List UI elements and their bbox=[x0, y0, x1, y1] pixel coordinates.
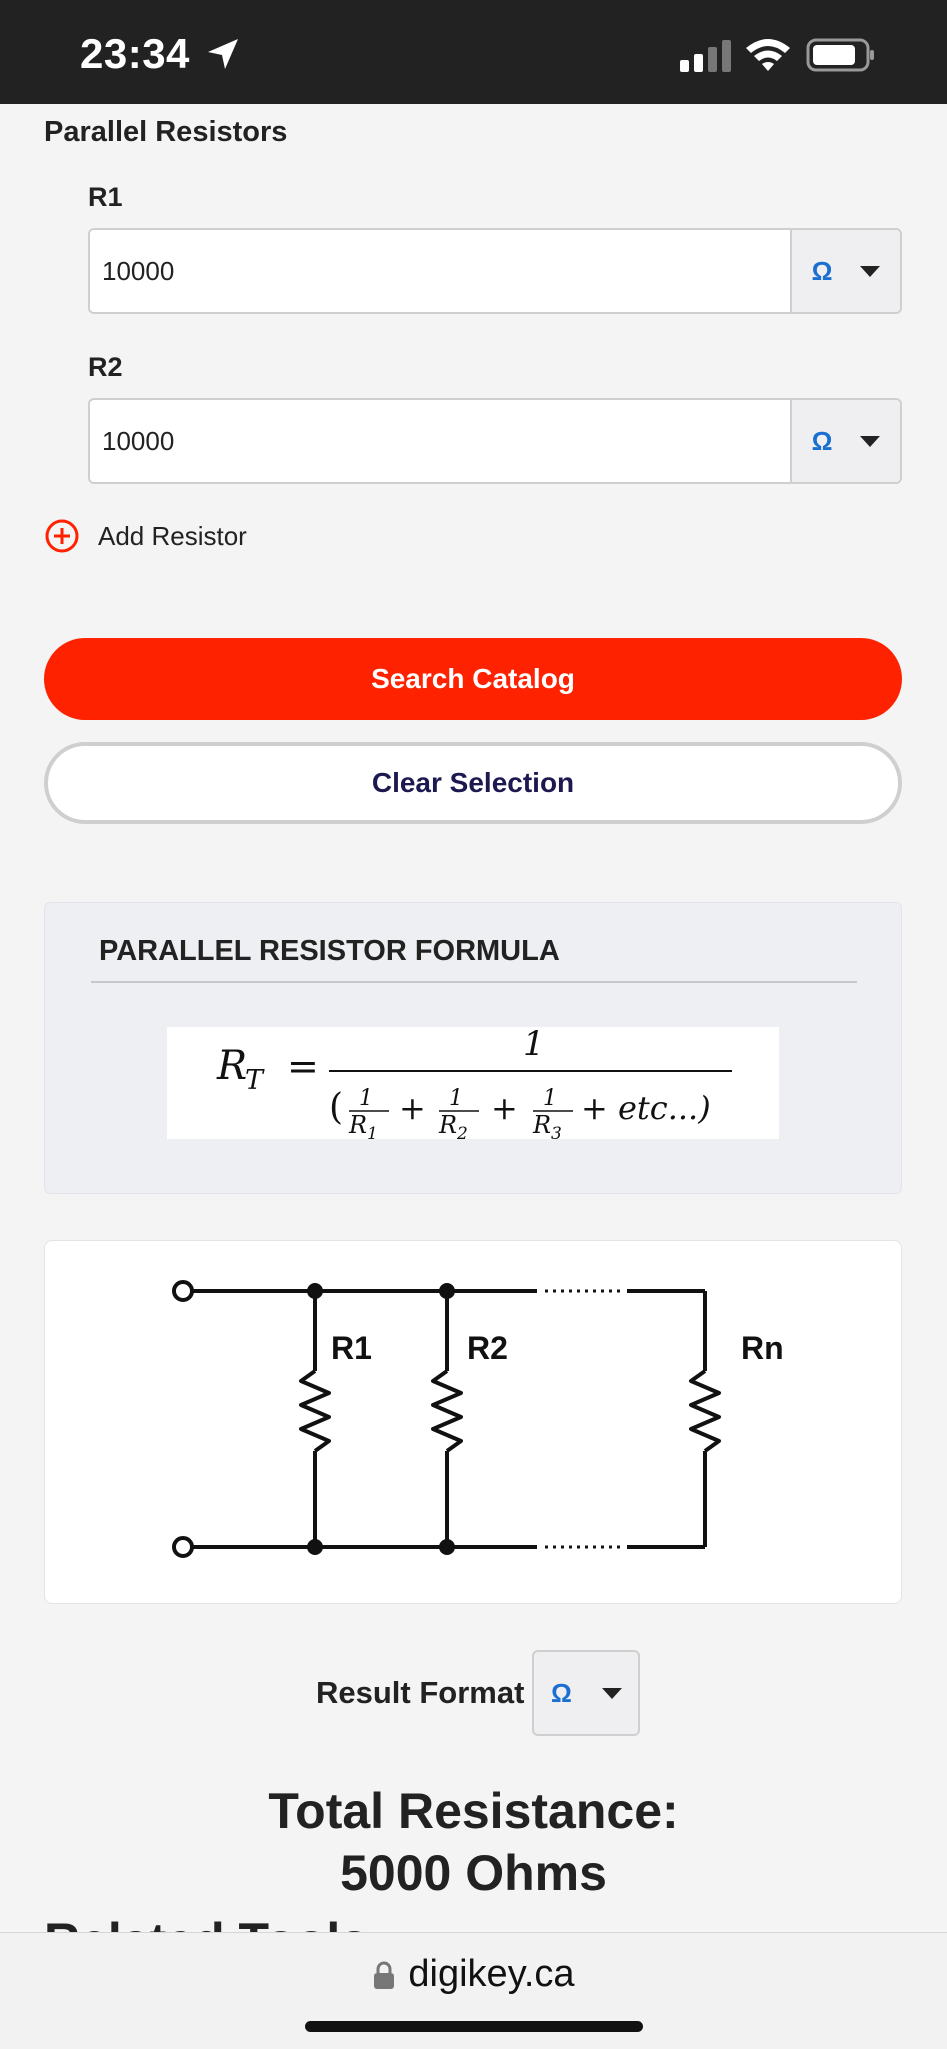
r2-input-group bbox=[88, 398, 902, 484]
circuit-diagram bbox=[44, 1240, 902, 1604]
browser-address-bar[interactable] bbox=[0, 1932, 947, 2049]
formula-term-sym: R bbox=[349, 1111, 368, 1139]
svg-text:+: + bbox=[491, 1089, 518, 1127]
formula-tail: + etc...) bbox=[581, 1089, 711, 1127]
r1-label: R1 bbox=[88, 182, 123, 212]
formula-term-sub: 1 bbox=[367, 1124, 378, 1139]
r1-input-group bbox=[88, 228, 902, 314]
chevron-down-icon bbox=[602, 1688, 622, 1699]
lock-icon bbox=[372, 1960, 396, 1990]
cellular-signal-icon bbox=[680, 40, 732, 72]
status-time: 23:34 bbox=[80, 30, 190, 77]
total-resistance-label: Total Resistance: bbox=[268, 1783, 679, 1839]
formula-term-sym: R bbox=[439, 1111, 458, 1139]
total-resistance-value: 5000 Ohms bbox=[340, 1845, 607, 1901]
r2-label: R2 bbox=[88, 352, 123, 382]
wifi-icon bbox=[744, 36, 792, 72]
clear-selection-button[interactable]: Clear Selection bbox=[44, 742, 902, 824]
add-resistor-button[interactable] bbox=[44, 518, 247, 554]
r1-unit-select[interactable] bbox=[790, 230, 900, 312]
formula-image bbox=[167, 1027, 779, 1139]
formula-lhs-sub: T bbox=[245, 1065, 264, 1096]
circuit-label-r2: R2 bbox=[467, 1330, 508, 1366]
url-row[interactable] bbox=[0, 1953, 947, 1996]
formula-divider bbox=[91, 981, 857, 983]
url-text: digikey.ca bbox=[408, 1953, 575, 1995]
location-arrow-icon bbox=[205, 36, 241, 72]
formula-term-sub: 3 bbox=[551, 1124, 562, 1139]
svg-text:=: = bbox=[287, 1044, 319, 1088]
r2-value-input[interactable] bbox=[90, 400, 790, 482]
result-format-row bbox=[316, 1650, 640, 1736]
result-format-label: Result Format bbox=[316, 1675, 525, 1710]
circuit-label-rn: Rn bbox=[741, 1330, 784, 1366]
svg-text:(: ( bbox=[329, 1087, 344, 1128]
r2-unit-symbol: Ω bbox=[811, 425, 833, 456]
section-title: Parallel Resistors bbox=[44, 116, 288, 148]
battery-icon bbox=[806, 38, 876, 72]
svg-text:+: + bbox=[399, 1089, 426, 1127]
formula-numerator: 1 bbox=[523, 1027, 545, 1064]
chevron-down-icon bbox=[860, 266, 880, 277]
formula-term-num: 1 bbox=[449, 1086, 463, 1111]
formula-term-sym: R bbox=[533, 1111, 552, 1139]
result-format-select[interactable] bbox=[532, 1650, 640, 1736]
circuit-label-r1: R1 bbox=[331, 1330, 372, 1366]
result-format-unit: Ω bbox=[550, 1677, 572, 1708]
formula-term-sub: 2 bbox=[457, 1124, 468, 1139]
formula-lhs: R bbox=[217, 1043, 248, 1089]
r2-unit-select[interactable] bbox=[790, 400, 900, 482]
chevron-down-icon bbox=[860, 436, 880, 447]
add-resistor-label: Add Resistor bbox=[98, 520, 247, 551]
formula-term-num: 1 bbox=[543, 1086, 557, 1111]
r1-unit-symbol: Ω bbox=[811, 255, 833, 286]
status-bar bbox=[0, 0, 947, 104]
formula-panel bbox=[44, 902, 902, 1194]
home-indicator[interactable] bbox=[305, 2021, 643, 2032]
r1-value-input[interactable] bbox=[90, 230, 790, 312]
add-circle-icon bbox=[44, 518, 80, 554]
formula-term-num: 1 bbox=[359, 1086, 373, 1111]
search-catalog-button[interactable]: Search Catalog bbox=[44, 638, 902, 720]
formula-title: PARALLEL RESISTOR FORMULA bbox=[99, 935, 560, 967]
